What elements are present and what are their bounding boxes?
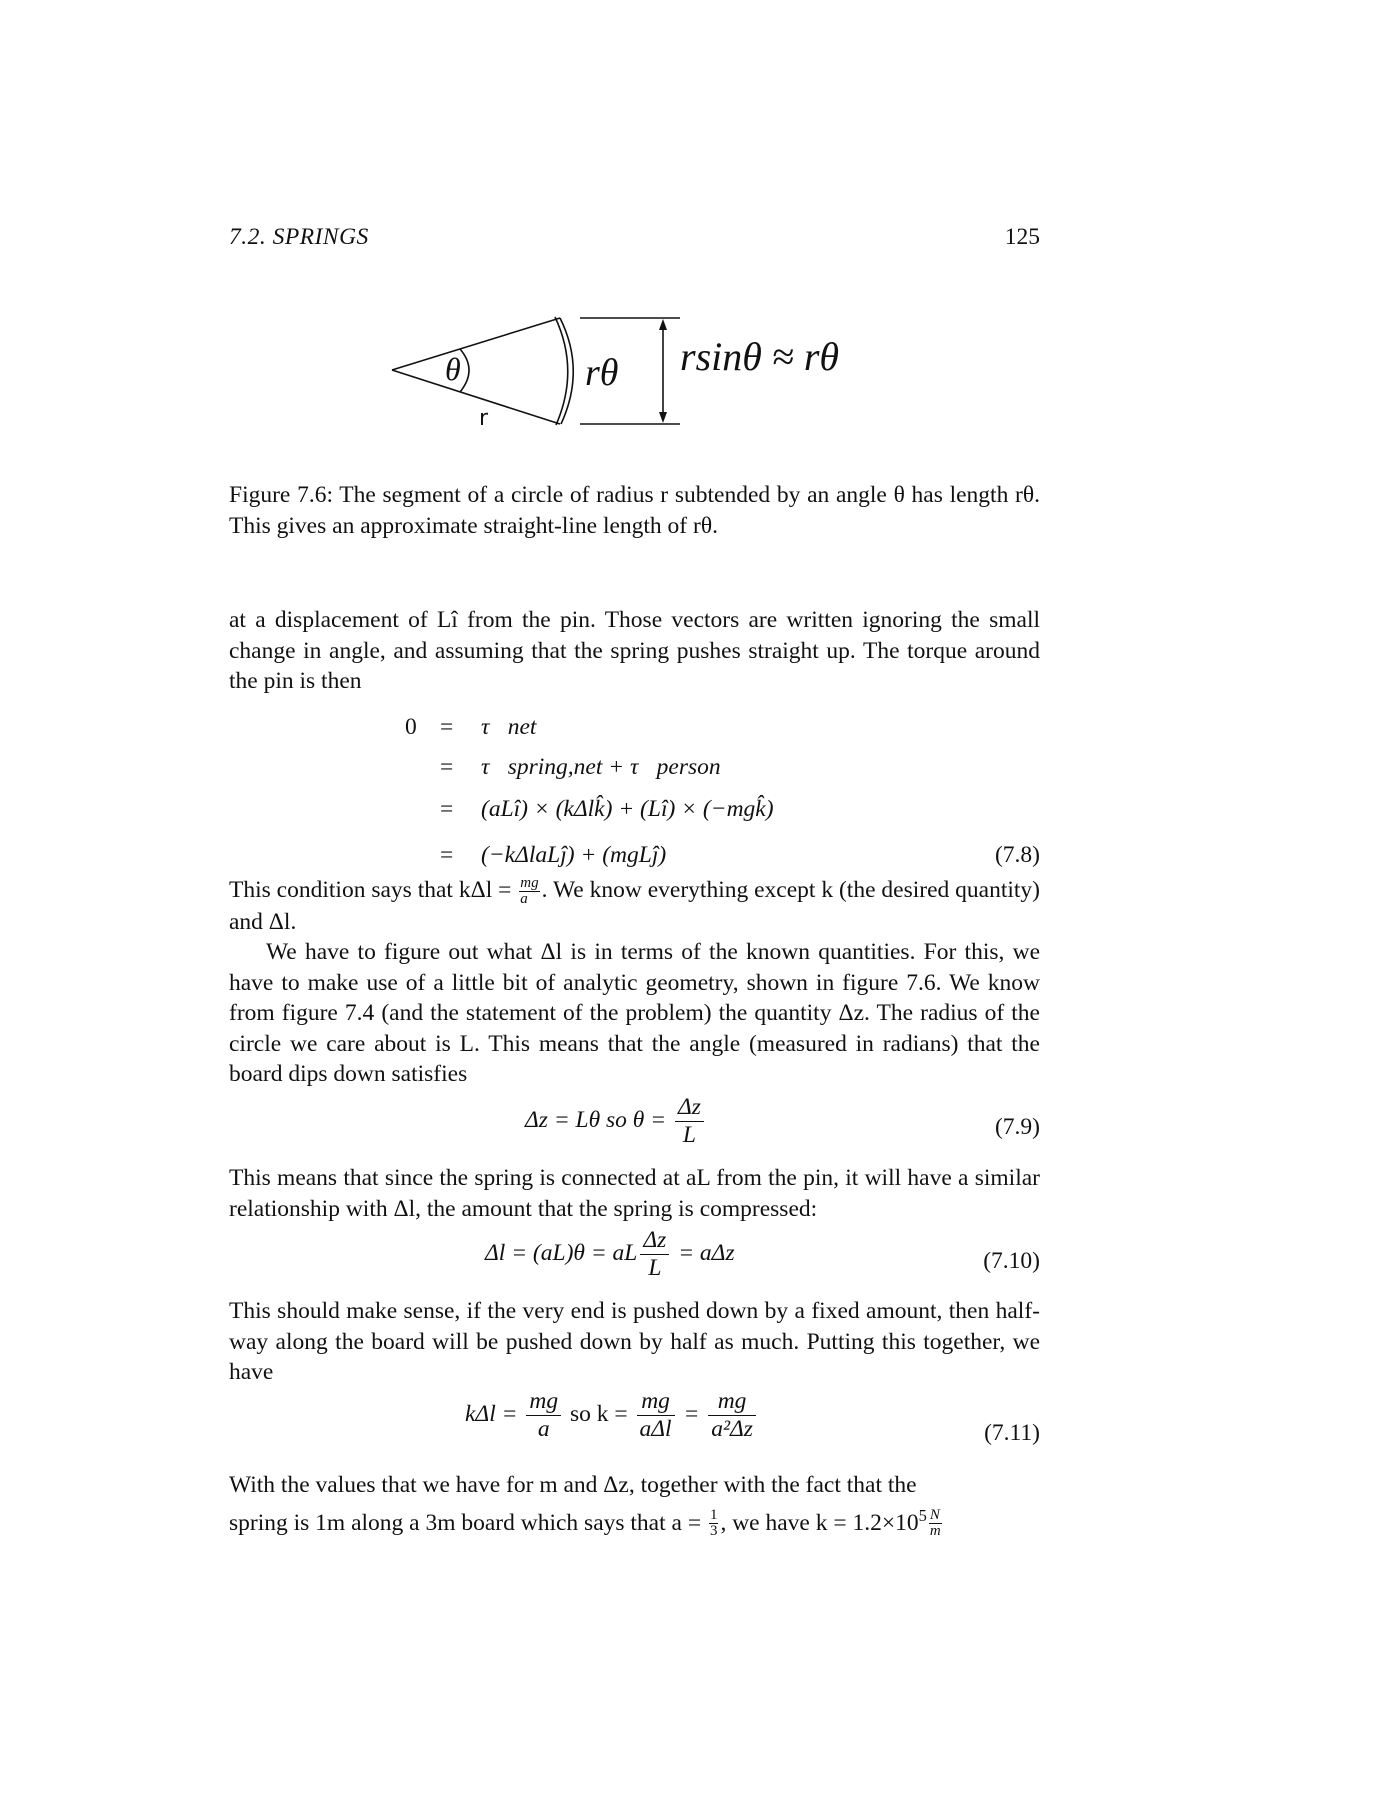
one-third-den: 3 bbox=[709, 1523, 718, 1540]
angle-arc bbox=[460, 349, 469, 392]
fraction-one-third bbox=[709, 1508, 719, 1539]
eq711-lhs: kΔl = bbox=[465, 1400, 518, 1427]
upper-radius-line bbox=[392, 318, 560, 370]
eq711 bbox=[465, 1388, 759, 1443]
eq710-frac-den: L bbox=[648, 1255, 662, 1282]
paragraph-torque-intro: at a displacement of Lî from the pin. Those vectors are written ignoring the small change in angle, and assuming that the spring pushes straight up. The torque around the pin is then bbox=[229, 607, 1040, 694]
figure-caption: Figure 7.6: The segment of a circle of radius r subtended by an angle θ has length rθ. This gives an approximate straight-line length of rθ. bbox=[229, 482, 1040, 539]
condition-text-before: This condition says that kΔl = bbox=[229, 877, 512, 903]
theta-label: θ bbox=[445, 351, 461, 387]
eq79-fraction bbox=[675, 1094, 704, 1149]
approximation-label: rsinθ ≈ rθ bbox=[680, 334, 840, 379]
eq711-f1-den: a bbox=[537, 1416, 550, 1443]
eq711-f3-den: a²Δz bbox=[711, 1416, 753, 1443]
inline-frac-num: mg bbox=[520, 875, 539, 892]
arrow-head-down bbox=[659, 412, 667, 423]
paragraph-condition bbox=[229, 875, 1040, 938]
eq711-fraction-1 bbox=[526, 1388, 561, 1443]
circle-segment-diagram bbox=[392, 317, 680, 425]
eq711-equals: = bbox=[683, 1400, 700, 1427]
eq710-tail: = aΔz bbox=[678, 1239, 735, 1266]
unit-den: m bbox=[929, 1523, 941, 1540]
final-line-1: With the values that we have for m and Δz, together with the fact that the bbox=[229, 1472, 917, 1498]
eq79-number: (7.9) bbox=[994, 1114, 1040, 1140]
eq78-lhs: 0 bbox=[405, 714, 417, 740]
eq78-number: (7.8) bbox=[994, 842, 1040, 868]
eq78-line-4: (−kΔlaLĵ) + (mgLĵ) bbox=[481, 842, 667, 868]
page-number: 125 bbox=[1004, 224, 1040, 250]
eq711-fraction-3 bbox=[708, 1388, 756, 1443]
inline-fraction-mg-over-a bbox=[519, 876, 539, 907]
final-line-2 bbox=[229, 1501, 1040, 1540]
eq710 bbox=[485, 1227, 735, 1282]
final-line-2b: , we have k = 1.2×10 bbox=[720, 1509, 919, 1536]
exponent: 5 bbox=[918, 1505, 927, 1525]
eq710-frac-num: Δz bbox=[640, 1227, 669, 1255]
eq711-f1-num: mg bbox=[526, 1388, 561, 1416]
eq711-mid: so k = bbox=[569, 1400, 628, 1427]
r-label: r bbox=[479, 406, 489, 431]
final-line-2a: spring is 1m along a 3m board which says that a = bbox=[229, 1509, 702, 1536]
eq78-rel-2: = bbox=[440, 754, 454, 780]
condition-text-after: . We know everything except k (the desired quantity) and Δl. bbox=[229, 877, 1041, 936]
eq711-f3-num: mg bbox=[708, 1388, 756, 1416]
eq79-text: Δz = Lθ so θ = bbox=[525, 1106, 667, 1133]
arrow-head-up bbox=[659, 319, 667, 330]
paragraph-spring-relationship: This means that since the spring is connected at aL from the pin, it will have a similar relationship with Δl, the amount that the spring is compressed: bbox=[229, 1165, 1040, 1222]
arc-length-label: rθ bbox=[585, 352, 619, 394]
eq79-frac-den: L bbox=[682, 1122, 696, 1149]
paragraph-geometry: We have to figure out what Δl is in terms of the known quantities. For this, we have to make use of a little bit of analytic geometry, shown in figure 7.6. We know from figure 7.4 (and the statement of the problem) the quantity Δz. The radius of the circle we care about is L. This means that the angle (measured in radians) that the board dips down satisfies bbox=[229, 939, 1040, 1087]
eq78-rel-3: = bbox=[440, 796, 454, 822]
unit-num: N bbox=[929, 1507, 940, 1524]
eq79 bbox=[525, 1094, 707, 1149]
eq711-f2-den: aΔl bbox=[639, 1416, 672, 1443]
eq78-line-1: τ⃗net bbox=[481, 714, 537, 740]
inline-frac-den: a bbox=[520, 891, 528, 908]
eq711-number: (7.11) bbox=[984, 1420, 1040, 1446]
eq710-number: (7.10) bbox=[983, 1248, 1040, 1274]
one-third-num: 1 bbox=[709, 1507, 718, 1524]
eq78-line-3: (aLî) × (kΔlk̂) + (Lî) × (−mgk̂) bbox=[481, 796, 774, 822]
eq711-f2-num: mg bbox=[637, 1388, 675, 1416]
eq78-rel-4: = bbox=[440, 842, 454, 868]
eq710-fraction bbox=[640, 1227, 669, 1282]
running-header-section: 7.2. SPRINGS bbox=[229, 224, 369, 250]
unit-fraction bbox=[929, 1508, 942, 1539]
eq78-rel-1: = bbox=[440, 714, 454, 740]
eq78-line-2: τ⃗spring,net + τ⃗person bbox=[481, 754, 721, 780]
lower-radius-line bbox=[392, 370, 560, 424]
eq711-fraction-2 bbox=[637, 1388, 675, 1443]
eq79-frac-num: Δz bbox=[675, 1094, 704, 1122]
paragraph-final-values bbox=[229, 1470, 1040, 1539]
figure-7-6 bbox=[380, 300, 900, 440]
paragraph-sense-check: This should make sense, if the very end is pushed down by a fixed amount, then half-way along the board will be pushed down by half as much. Putting this together, we have bbox=[229, 1298, 1040, 1385]
eq710-text: Δl = (aL)θ = aL bbox=[485, 1239, 638, 1266]
